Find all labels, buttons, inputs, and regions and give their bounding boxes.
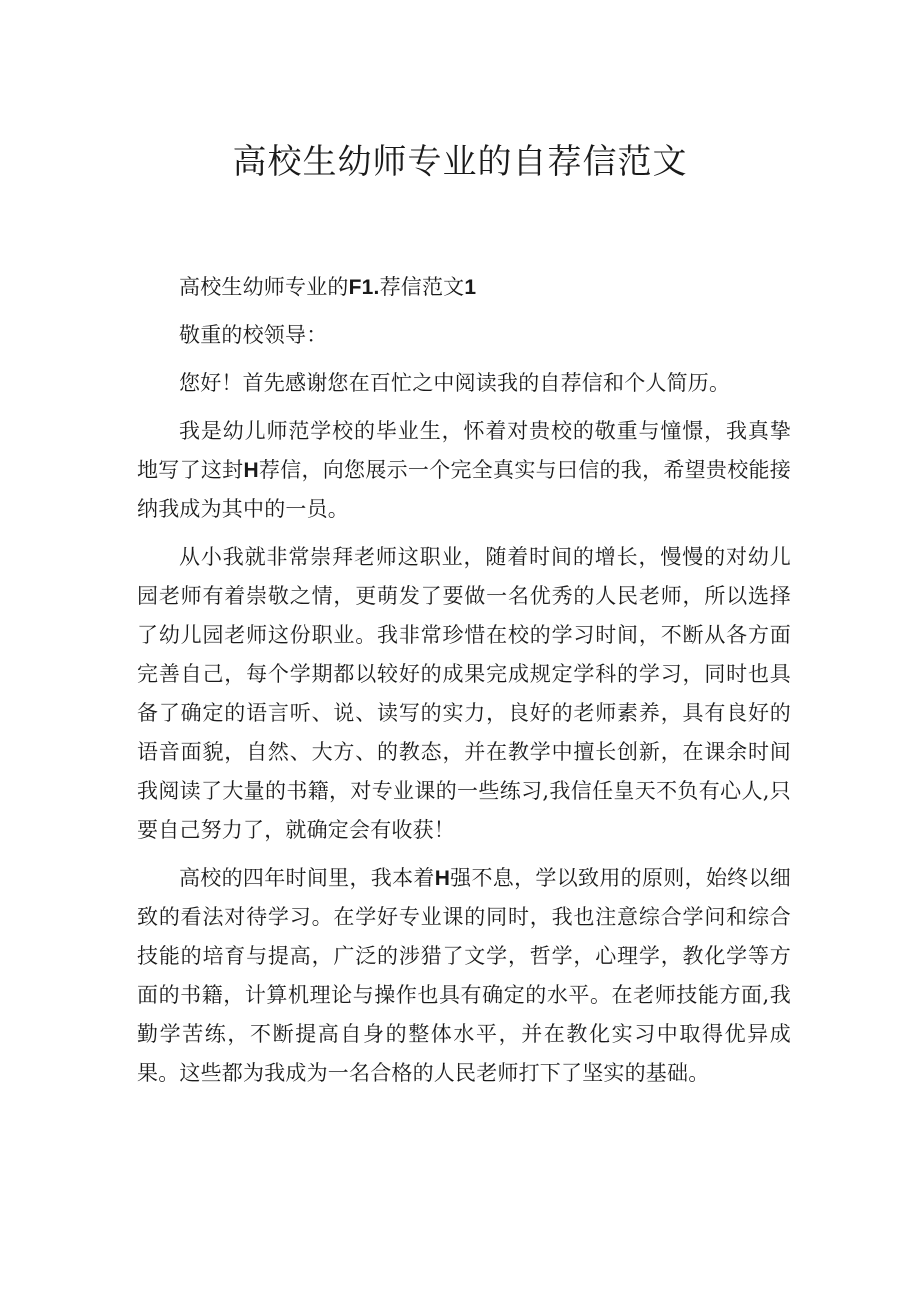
salutation: 敬重的校领导：: [179, 323, 328, 347]
document-body: [137, 268, 791, 1102]
paragraph-1-bold-fragment: H: [243, 459, 259, 482]
subtitle-number: 1: [464, 276, 477, 299]
paragraph-2: 从小我就非常崇拜老师这职业，随着时间的增长，慢慢的对幼儿园老师有着崇敬之情，更萌发了要做一名优秀的人民老师，所以选择了幼儿园老师这份职业。我非常珍惜在校的学习时间，不断从各方面完善自己，每个学期都以较好的成果完成规定学科的学习，同时也具备了确定的语言听、说、读写的实力，良好的老师素养，具有良好的语音面貌，自然、大方、的教态，并在教学中擅长创新，在课余时间我阅读了大量的书籍，对专业课的一些练习,我信任皇天不负有心人,只要自己努力了，就确定会有收获！: [137, 545, 791, 842]
paragraph-1: [137, 412, 791, 529]
paragraph-3: [137, 859, 791, 1093]
paragraph-3-part-a: 高校的四年时间里，我本着: [179, 866, 435, 890]
subtitle-middle: 荐信范文: [379, 275, 465, 299]
document-title: 高校生幼师专业的自荐信范文: [232, 142, 688, 182]
subtitle-prefix: 高校生幼师专业的: [179, 275, 349, 299]
greeting: 您好！首先感谢您在百忙之中阅读我的自荐信和个人简历。: [179, 371, 731, 395]
paragraph-3-bold-fragment: H: [434, 867, 451, 890]
subtitle-bold-fragment: F1.: [348, 276, 380, 299]
paragraph-1-part-b: 荐信，向您展示一个完全真实与曰信的我，希望贵校能接纳我成为其中的一员。: [137, 458, 791, 521]
paragraph-1-part-a: 我是幼儿师范学校的毕业生，怀着对贵校的敬重与憧憬，我真挚地写了这封: [137, 419, 791, 482]
paragraph-3-part-b: 强不息，学以致用的原则，始终以细致的看法对待学习。在学好专业课的同时，我也注意综合学问和综合技能的培育与提高，广泛的涉猎了文学，哲学，心理学，教化学等方面的书籍，计算机理论与操作也具有确定的水平。在老师技能方面,我勤学苦练，不断提高自身的整体水平，并在教化实习中取得优异成果。这些都为我成为一名合格的人民老师打下了坚实的基础。: [137, 866, 791, 1085]
letter-subtitle: [137, 268, 791, 307]
